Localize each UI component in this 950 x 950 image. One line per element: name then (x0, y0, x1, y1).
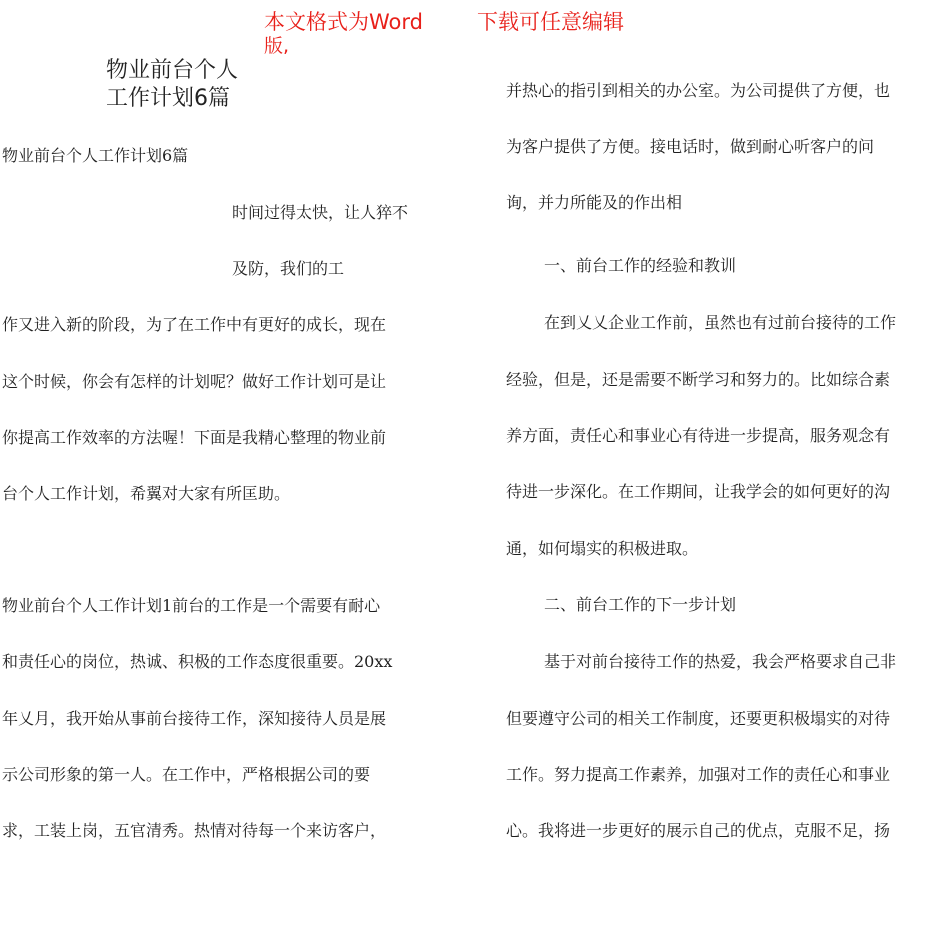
right-paragraph-line: 工作。努力提高工作素养，加强对工作的责任心和事业 (506, 765, 891, 784)
left-paragraph-line: 这个时候，你会有怎样的计划呢？做好工作计划可是让 (2, 372, 387, 391)
left-paragraph-line: 示公司形象的第一人。在工作中，严格根据公司的要 (2, 765, 371, 784)
right-paragraph-line: 在到乂乂企业工作前，虽然也有过前台接待的工作 (544, 313, 897, 332)
right-paragraph-line: 养方面，责任心和事业心有待进一步提高，服务观念有 (506, 426, 891, 445)
left-paragraph-line: 及防，我们的工 (232, 259, 345, 278)
right-paragraph-line: 心。我将进一步更好的展示自己的优点，克服不足，扬 (506, 821, 891, 840)
watermark-line1: 本文格式为Word (264, 10, 423, 34)
right-paragraph-line: 基于对前台接待工作的热爱，我会严格要求自己非 (544, 652, 897, 671)
document-title-line1: 物业前台个人 (106, 58, 239, 83)
watermark-line2: 版, (264, 35, 290, 57)
right-paragraph-line: 询，并力所能及的作出相 (506, 193, 683, 212)
document-title-line2: 工作计划6篇 (106, 86, 230, 111)
left-paragraph-line: 你提高工作效率的方法喔！下面是我精心整理的物业前 (2, 428, 387, 447)
section-heading-1: 一、前台工作的经验和教训 (544, 256, 737, 275)
watermark-right: 下载可任意编辑 (477, 10, 624, 34)
left-paragraph-line: 求，工装上岗，五官清秀。热情对待每一个来访客户， (2, 821, 387, 840)
left-paragraph-line: 物业前台个人工作计划1前台的工作是一个需要有耐心 (2, 596, 381, 615)
right-paragraph-line: 为客户提供了方便。接电话时，做到耐心听客户的问 (506, 137, 875, 156)
left-paragraph-line: 时间过得太快，让人猝不 (232, 203, 409, 222)
left-paragraph-line: 台个人工作计划，希翼对大家有所匡助。 (2, 484, 291, 503)
right-paragraph-line: 经验，但是，还是需要不断学习和努力的。比如综合素 (506, 370, 891, 389)
left-paragraph-line: 作又进入新的阶段，为了在工作中有更好的成长，现在 (2, 315, 387, 334)
right-paragraph-line: 并热心的指引到相关的办公室。为公司提供了方便，也 (506, 81, 891, 100)
right-paragraph-line: 但要遵守公司的相关工作制度，还要更积极塌实的对待 (506, 709, 891, 728)
left-paragraph-line: 年乂月，我开始从事前台接待工作，深知接待人员是展 (2, 709, 387, 728)
section-heading-2: 二、前台工作的下一步计划 (544, 595, 737, 614)
right-paragraph-line: 待进一步深化。在工作期间，让我学会的如何更好的沟 (506, 482, 891, 501)
left-paragraph-line: 和责任心的岗位，热诚、积极的工作态度很重要。20xx (2, 652, 393, 671)
right-paragraph-line: 通，如何塌实的积极进取。 (506, 539, 699, 558)
subtitle: 物业前台个人工作计划6篇 (2, 146, 189, 165)
